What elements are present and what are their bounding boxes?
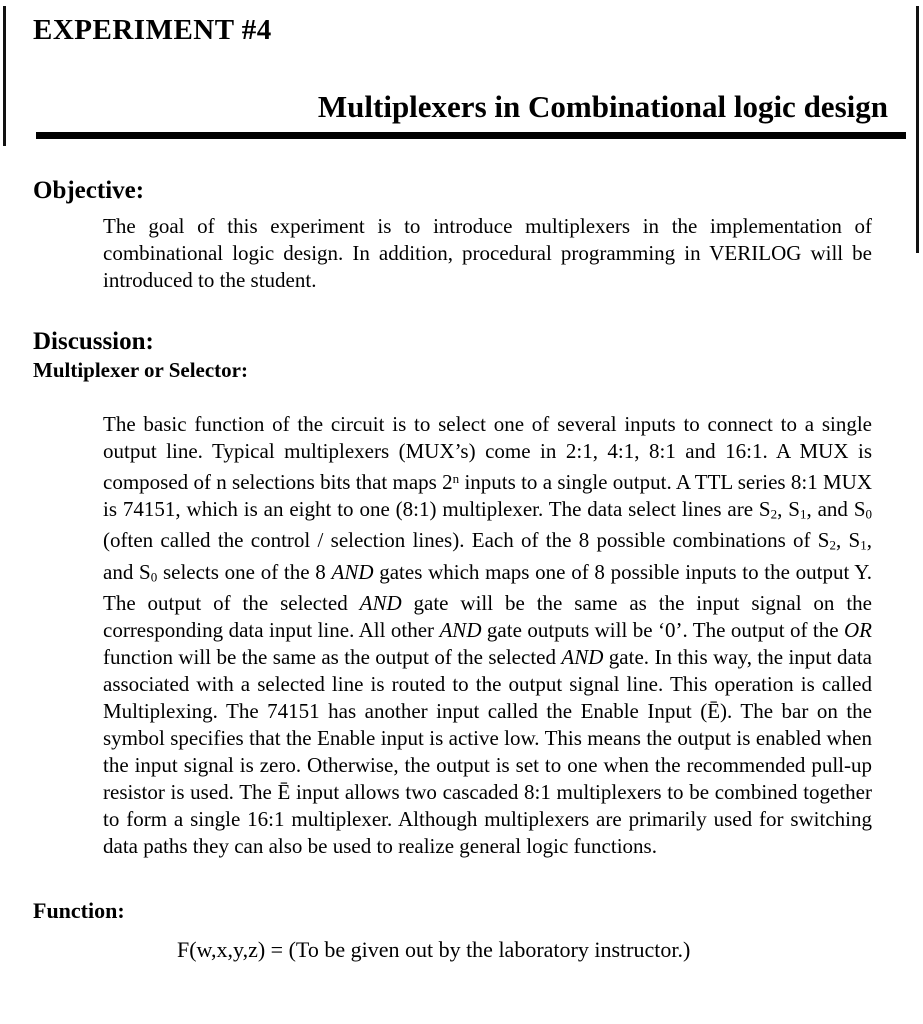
scan-edge-right-line: [916, 6, 919, 253]
function-heading: Function:: [33, 897, 125, 923]
objective-paragraph: The goal of this experiment is to introduce multiplexers in the implementation of combinational logic design. In addition, procedural programming in VERILOG will be introduced to the student.: [103, 214, 872, 292]
title-divider-rule: [36, 132, 906, 139]
objective-heading: Objective:: [33, 177, 145, 204]
document-title: Multiplexers in Combinational logic design: [317, 89, 888, 124]
function-formula: F(w,x,y,z) = (To be given out by the laboratory instructor.): [177, 936, 691, 962]
multiplexer-or-selector-subheading: Multiplexer or Selector:: [33, 358, 248, 382]
discussion-paragraph: The basic function of the circuit is to select one of several inputs to connect to a single output line. Typical multiplexers (MUX’s) come in 2:1, 4:1, 8:1 and 16:1. A MUX is composed of n selections bits that maps 2$^n$ inputs to a single output. A TTL series 8:1 MUX is 74151, which is an eight to one (8:1) multiplexer. The data select lines are $S_2$, $S_1$, and $S_0$ (often called the control / selection lines). Each of the 8 possible combinations of $S_2$, $S_1$, and $S_0$ selects one of the 8 AND gates which maps one of 8 possible inputs to the output Y. The output of the selected AND gate will be the same as the input signal on the corresponding data input line. All other AND gate outputs will be ‘0’. The output of the OR function will be the same as the output of the selected AND gate. In this way, the input data associated with a selected line is routed to the output signal line. This operation is called Multiplexing. The 74151 has another input called the Enable Input (Ē). The bar on the symbol specifies that the Enable input is active low. This means the output is enabled when the input signal is zero. Otherwise, the output is set to one when the recommended pull-up resistor is used. The Ē input allows two cascaded 8:1 multiplexers to be combined together to form a single 16:1 multiplexer. Although multiplexers are primarily used for switching data paths they can also be used to realize general logic functions.: [103, 412, 873, 858]
scan-edge-left-line: [3, 6, 6, 146]
experiment-title: EXPERIMENT #4: [33, 14, 272, 46]
discussion-heading: Discussion:: [33, 328, 154, 355]
